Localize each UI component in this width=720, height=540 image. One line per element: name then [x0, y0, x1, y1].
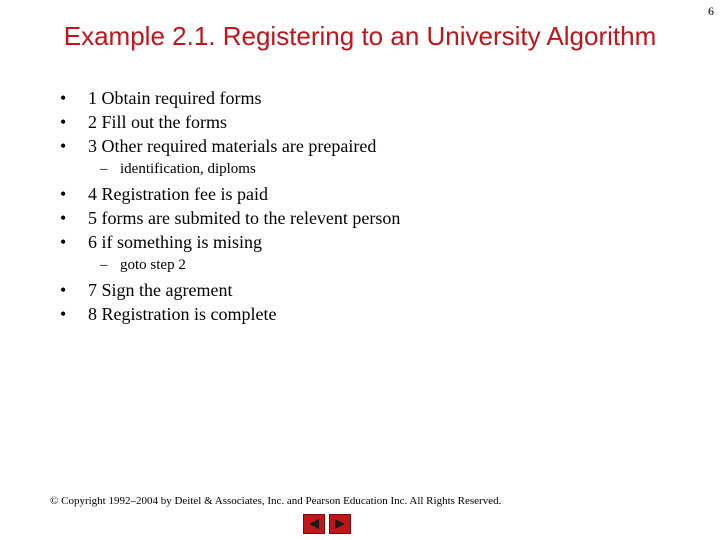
list-item — [60, 182, 700, 206]
list-item — [60, 302, 700, 326]
list-item-text: 7 Sign the agrement — [88, 280, 233, 300]
dash-icon: – — [100, 161, 108, 177]
sub-item-text: goto step 2 — [120, 257, 186, 273]
sub-item — [60, 254, 700, 276]
bullet-list — [60, 86, 700, 326]
list-item-text: 1 Obtain required forms — [88, 88, 262, 108]
page-number: 6 — [708, 4, 714, 18]
bullet-icon: • — [60, 184, 67, 204]
triangle-left-icon — [307, 518, 321, 530]
list-item — [60, 278, 700, 302]
bullet-icon: • — [60, 208, 67, 228]
sub-item-text: identification, diploms — [120, 161, 256, 177]
bullet-icon: • — [60, 280, 67, 300]
bullet-icon: • — [60, 232, 67, 252]
next-slide-button[interactable] — [329, 514, 351, 534]
slide-navigation — [303, 514, 351, 534]
list-item-text: 4 Registration fee is paid — [88, 184, 268, 204]
list-item — [60, 134, 700, 158]
list-item-text: 6 if something is mising — [88, 232, 263, 252]
list-item-text: 2 Fill out the forms — [88, 112, 227, 132]
bullet-icon: • — [60, 112, 67, 132]
copyright-footer: © Copyright 1992–2004 by Deitel & Associates, Inc. and Pearson Education Inc. All Rights Reserved. — [50, 495, 502, 507]
list-item-text: 5 forms are submited to the relevent person — [88, 208, 401, 228]
list-item-text: 8 Registration is complete — [88, 304, 277, 324]
bullet-icon: • — [60, 136, 67, 156]
list-item — [60, 110, 700, 134]
slide-title: Example 2.1. Registering to an University Algorithm — [63, 21, 657, 51]
bullet-icon: • — [60, 88, 67, 108]
previous-slide-button[interactable] — [303, 514, 325, 534]
sub-item — [60, 158, 700, 180]
list-item — [60, 230, 700, 254]
triangle-right-icon — [333, 518, 347, 530]
list-item-text: 3 Other required materials are prepaired — [88, 136, 377, 156]
list-item — [60, 206, 700, 230]
dash-icon: – — [100, 257, 108, 273]
list-item — [60, 86, 700, 110]
bullet-icon: • — [60, 304, 67, 324]
